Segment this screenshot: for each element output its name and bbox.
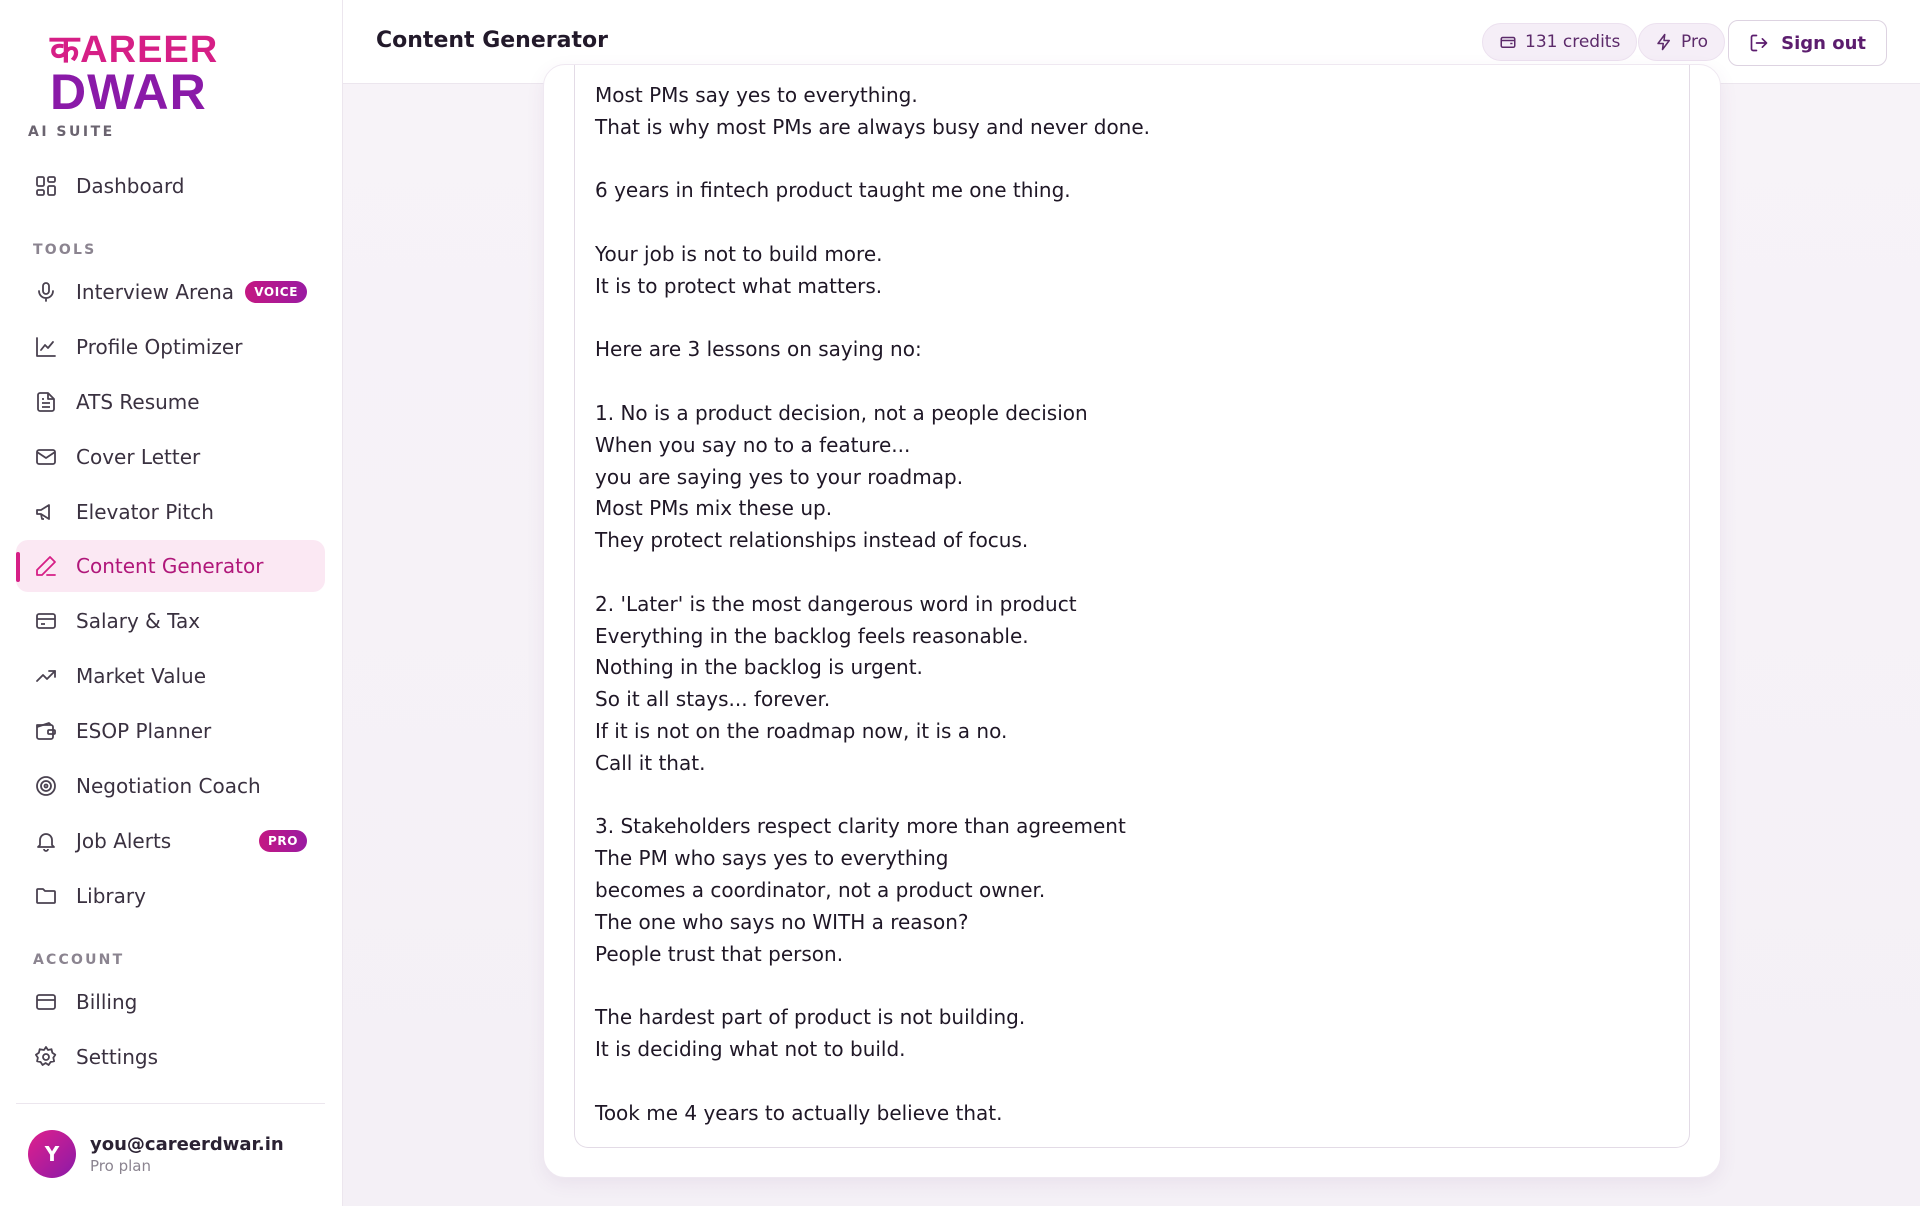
post-line: 2. 'Later' is the most dangerous word in product xyxy=(595,591,1077,616)
sidebar-item-label: ESOP Planner xyxy=(76,719,212,743)
post-line: Nothing in the backlog is urgent. xyxy=(595,655,923,680)
post-line: It is deciding what not to build. xyxy=(595,1036,906,1061)
sidebar-item-billing[interactable] xyxy=(16,976,325,1028)
post-line: Took me 4 years to actually believe that. xyxy=(595,1100,1003,1125)
post-line xyxy=(595,970,1669,1002)
post-line: So it all stays... forever. xyxy=(595,687,831,712)
sidebar-divider xyxy=(16,1103,325,1104)
main-content xyxy=(343,84,1920,1206)
page-title: Content Generator xyxy=(376,28,608,53)
suite-label: AI SUITE xyxy=(28,124,115,140)
post-line: 1. No is a product decision, not a people decision xyxy=(595,400,1088,425)
sidebar-item-library[interactable] xyxy=(16,870,325,922)
post-line: Most PMs say yes to everything. xyxy=(595,83,918,107)
pro-badge: PRO xyxy=(259,830,307,852)
sidebar-item-label: Market Value xyxy=(76,664,207,688)
sidebar-item-label: Cover Letter xyxy=(76,445,201,469)
sidebar-item-salary-tax[interactable] xyxy=(16,595,325,647)
sidebar-item-job-alerts[interactable] xyxy=(16,815,325,867)
post-line: you are saying yes to your roadmap. xyxy=(595,464,964,489)
sidebar-item-label: Negotiation Coach xyxy=(76,774,261,798)
avatar: Y xyxy=(28,1130,76,1178)
post-line xyxy=(595,366,1669,398)
chart-line-icon xyxy=(34,335,58,359)
mic-icon xyxy=(34,280,58,304)
sidebar-item-cover-letter[interactable] xyxy=(16,431,325,483)
gear-icon xyxy=(34,1045,58,1069)
sidebar-item-label: Interview Arena xyxy=(76,280,235,304)
sidebar-item-label: ATS Resume xyxy=(76,390,200,414)
sidebar-item-label: Library xyxy=(76,884,146,908)
bell-icon xyxy=(34,829,58,853)
sign-out-label: Sign out xyxy=(1781,32,1866,54)
brand-logo-line1: कAREER xyxy=(50,29,219,71)
post-line: Call it that. xyxy=(595,750,706,775)
post-line: The one who says no WITH a reason? xyxy=(595,909,969,934)
target-icon xyxy=(34,774,58,798)
user-profile[interactable] xyxy=(28,1130,284,1178)
plan-label: Pro xyxy=(1681,32,1708,52)
post-line xyxy=(595,557,1669,589)
post-line: Your job is not to build more. xyxy=(595,241,883,266)
content-card xyxy=(543,64,1721,1178)
post-line: Here are 3 lessons on saying no: xyxy=(595,337,922,362)
post-line: It is to protect what matters. xyxy=(595,273,883,298)
user-email: you@careerdwar.in xyxy=(90,1133,284,1155)
post-line: They protect relationships instead of focus. xyxy=(595,528,1029,553)
sidebar-item-label: Profile Optimizer xyxy=(76,335,243,359)
account-section-label: ACCOUNT xyxy=(33,952,125,968)
sidebar xyxy=(0,0,343,1206)
megaphone-icon xyxy=(34,500,58,524)
sidebar-item-label: Settings xyxy=(76,1045,159,1069)
sidebar-item-label: Job Alerts xyxy=(76,829,172,853)
folder-icon xyxy=(34,884,58,908)
post-line: The PM who says yes to everything xyxy=(595,846,949,871)
pen-icon xyxy=(34,554,58,578)
brand-logo-line2: DWAR xyxy=(50,64,207,120)
sidebar-item-label: Elevator Pitch xyxy=(76,500,214,524)
voice-badge: VOICE xyxy=(245,281,307,303)
post-line: becomes a coordinator, not a product owner. xyxy=(595,877,1046,902)
plan-pill[interactable] xyxy=(1638,23,1725,61)
user-plan: Pro plan xyxy=(90,1156,151,1175)
post-line: People trust that person. xyxy=(595,941,844,966)
generated-content-textarea[interactable] xyxy=(574,65,1690,1148)
post-line xyxy=(595,303,1669,335)
sidebar-item-market-value[interactable] xyxy=(16,650,325,702)
card-icon xyxy=(34,990,58,1014)
sidebar-item-content-generator[interactable] xyxy=(16,540,325,592)
wallet-icon xyxy=(1499,33,1517,51)
post-line xyxy=(595,780,1669,812)
sidebar-item-label: Billing xyxy=(76,990,138,1014)
card-icon xyxy=(34,609,58,633)
credits-label: 131 credits xyxy=(1525,32,1621,52)
post-line: 6 years in fintech product taught me one thing. xyxy=(595,178,1071,203)
post-line: Most PMs mix these up. xyxy=(595,496,833,521)
post-line: If it is not on the roadmap now, it is a no. xyxy=(595,718,1008,743)
wallet-icon xyxy=(34,719,58,743)
post-line xyxy=(595,207,1669,239)
trending-up-icon xyxy=(34,664,58,688)
mail-icon xyxy=(34,445,58,469)
sidebar-item-esop-planner[interactable] xyxy=(16,705,325,757)
logout-icon xyxy=(1749,33,1769,53)
sidebar-item-ats-resume[interactable] xyxy=(16,376,325,428)
sidebar-item-label: Dashboard xyxy=(76,174,185,198)
post-line: When you say no to a feature... xyxy=(595,432,911,457)
sidebar-item-label: Salary & Tax xyxy=(76,609,201,633)
sidebar-item-profile-optimizer[interactable] xyxy=(16,321,325,373)
post-line: That is why most PMs are always busy and never done. xyxy=(595,114,1151,139)
generated-post xyxy=(595,65,1669,1129)
credits-pill[interactable] xyxy=(1482,23,1637,61)
post-line: Everything in the backlog feels reasonable. xyxy=(595,623,1029,648)
active-indicator xyxy=(16,552,20,582)
grid-icon xyxy=(34,174,58,198)
sidebar-item-label: Content Generator xyxy=(76,554,264,578)
sidebar-item-negotiation-coach[interactable] xyxy=(16,760,325,812)
tools-section-label: TOOLS xyxy=(33,242,97,258)
post-line: 3. Stakeholders respect clarity more than agreement xyxy=(595,814,1126,839)
sidebar-item-interview-arena[interactable] xyxy=(16,266,325,318)
sign-out-button[interactable] xyxy=(1728,20,1887,66)
sidebar-item-settings[interactable] xyxy=(16,1031,325,1083)
brand-logo[interactable] xyxy=(50,29,220,120)
post-line xyxy=(595,1066,1669,1098)
bolt-icon xyxy=(1655,33,1673,51)
post-line xyxy=(595,144,1669,176)
sidebar-item-elevator-pitch[interactable] xyxy=(16,486,325,538)
sidebar-item-dashboard[interactable] xyxy=(16,160,325,212)
post-line: The hardest part of product is not building. xyxy=(595,1005,1026,1030)
file-text-icon xyxy=(34,390,58,414)
